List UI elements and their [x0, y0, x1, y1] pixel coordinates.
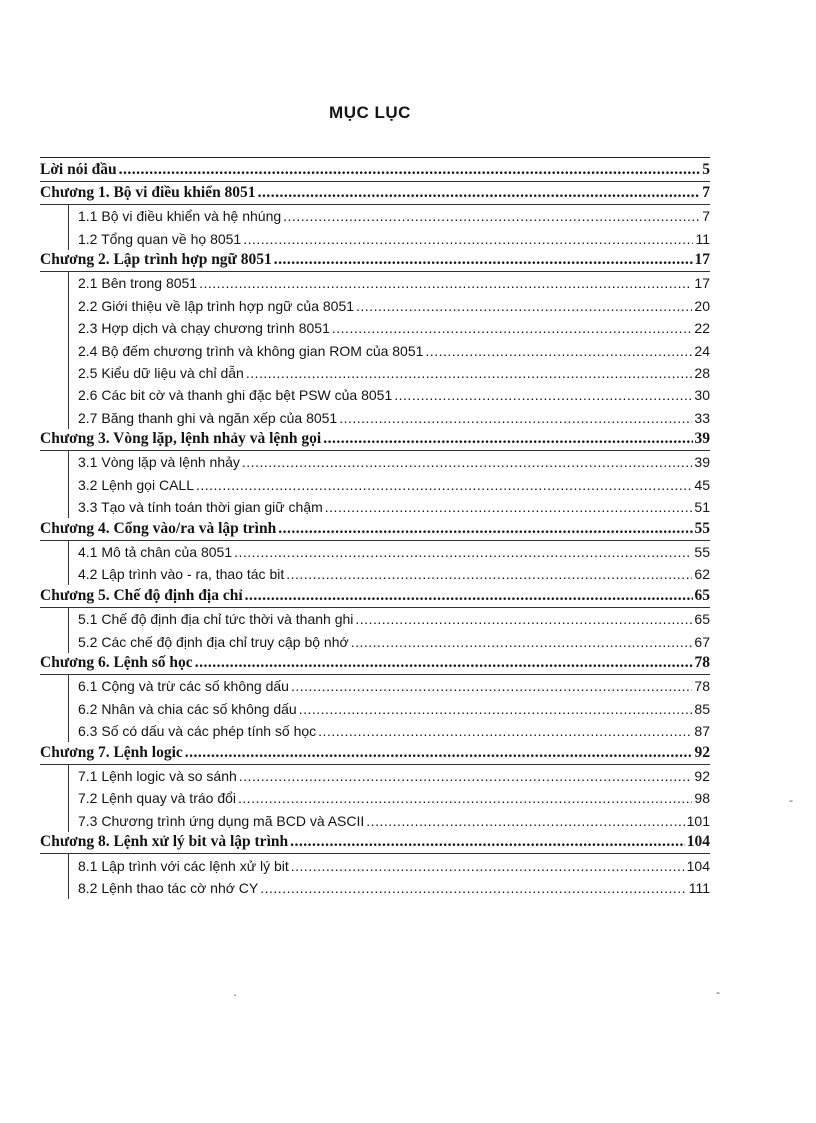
- toc-page-number: 65: [694, 611, 710, 628]
- toc-section-row: [40, 854, 710, 876]
- toc-entry-title: 1.2 Tổng quan về họ 8051: [78, 230, 242, 247]
- toc-entry-title: 2.7 Băng thanh ghi và ngăn xếp của 8051: [78, 409, 338, 426]
- dot-leader: [238, 788, 692, 809]
- dot-leader: [242, 452, 693, 473]
- toc-entry-title: Lời nói đầu: [40, 161, 117, 179]
- dot-leader: [299, 699, 693, 720]
- dot-leader: [196, 475, 692, 496]
- toc-page-number: 65: [694, 586, 710, 604]
- dot-leader: [199, 273, 692, 294]
- dot-leader: [325, 497, 693, 518]
- toc-page-number: 7: [702, 183, 710, 201]
- dot-leader: [290, 832, 685, 853]
- toc-entry-title: 4.2 Lập trình vào - ra, thao tác bit: [78, 566, 285, 583]
- dot-leader: [394, 385, 692, 406]
- toc-page-number: 5: [702, 161, 710, 179]
- toc-page-number: 24: [694, 342, 710, 359]
- toc-entry-title: 4.1 Mô tả chân của 8051: [78, 544, 233, 561]
- dot-leader: [278, 519, 692, 540]
- toc-page-number: 20: [694, 297, 710, 314]
- toc-section-row: [40, 630, 710, 652]
- toc-page-number: 62: [694, 566, 710, 583]
- toc-entry-title: 2.2 Giới thiệu về lập trình hợp ngữ của 8051: [78, 297, 355, 314]
- dot-leader: [239, 766, 693, 787]
- toc-page-number: 17: [694, 250, 710, 268]
- toc-section-row: [40, 227, 710, 249]
- toc-entry-title: 5.1 Chế độ định địa chỉ tức thời và thanh ghi: [78, 611, 354, 628]
- toc-entry-title: 1.1 Bộ vi điều khiển và hệ nhúng: [78, 208, 282, 225]
- toc-page-number: 45: [694, 476, 710, 493]
- toc-page-number: 98: [694, 790, 710, 807]
- toc-section-row: [40, 809, 710, 831]
- dot-leader: [195, 653, 693, 674]
- dot-leader: [119, 160, 701, 181]
- toc-entry-title: Chương 5. Chế độ định địa chỉ: [40, 586, 243, 604]
- toc-section-row: [40, 362, 710, 384]
- toc-section-row: [40, 384, 710, 406]
- dot-leader: [355, 609, 692, 630]
- dot-leader: [332, 318, 693, 339]
- toc-chapter-row: [40, 832, 710, 854]
- toc-section-row: [40, 317, 710, 339]
- toc-section-row: [40, 496, 710, 518]
- toc-section-row: [40, 294, 710, 316]
- scan-speck: -: [789, 793, 793, 807]
- dot-leader: [185, 743, 693, 764]
- scan-speck: ·: [233, 988, 237, 1002]
- toc-entry-title: 2.6 Các bit cờ và thanh ghi đặc bệt PSW của 8051: [78, 387, 393, 404]
- page-title: MỤC LỤC: [329, 103, 411, 122]
- toc-section-row: [40, 541, 710, 563]
- toc-entry-title: 3.1 Vòng lặp và lệnh nhảy: [78, 454, 240, 471]
- toc-page-number: 17: [694, 275, 710, 292]
- dot-leader: [323, 429, 692, 450]
- toc-entry-title: Chương 7. Lệnh logic: [40, 743, 183, 761]
- toc-page-number: 30: [694, 387, 710, 404]
- toc-page-number: 87: [694, 723, 710, 740]
- toc-section-row: [40, 451, 710, 473]
- dot-leader: [286, 564, 692, 585]
- toc-page-number: 55: [694, 544, 710, 561]
- toc-entry-title: Chương 3. Vòng lặp, lệnh nhảy và lệnh gọi: [40, 430, 322, 448]
- toc-entry-title: 7.3 Chương trình ứng dụng mã BCD và ASCII: [78, 812, 365, 829]
- toc-entry-title: 8.2 Lệnh thao tác cờ nhớ CY: [78, 879, 259, 896]
- toc-chapter-row: [40, 653, 710, 675]
- toc-page-number: 78: [694, 678, 710, 695]
- toc-entry-title: Chương 1. Bộ vi điều khiển 8051: [40, 183, 256, 201]
- toc-entry-title: 6.1 Cộng và trừ các số không dấu: [78, 678, 289, 695]
- toc-page-number: 67: [694, 633, 710, 650]
- toc-page-number: 28: [694, 364, 710, 381]
- top-rule: [40, 157, 710, 158]
- toc-page-number: 85: [694, 700, 710, 717]
- toc-chapter-row: [40, 518, 710, 540]
- toc-page-number: 51: [694, 499, 710, 516]
- toc-section-row: [40, 406, 710, 428]
- dot-leader: [339, 408, 692, 429]
- toc-entry-title: 2.5 Kiểu dữ liệu và chỉ dẫn: [78, 364, 244, 381]
- dot-leader: [356, 296, 692, 317]
- toc-entry-title: Chương 8. Lệnh xử lý bit và lập trình: [40, 833, 289, 851]
- dot-leader: [351, 632, 693, 653]
- dot-leader: [246, 363, 693, 384]
- toc-entry-title: Chương 2. Lập trình hợp ngữ 8051: [40, 250, 272, 268]
- dot-leader: [283, 206, 700, 227]
- table-of-contents: [40, 160, 710, 899]
- toc-section-row: [40, 608, 710, 630]
- toc-page-number: 33: [694, 409, 710, 426]
- toc-section-row: [40, 720, 710, 742]
- dot-leader: [274, 250, 693, 271]
- dot-leader: [291, 856, 685, 877]
- toc-page-number: 92: [694, 767, 710, 784]
- dot-leader: [245, 586, 693, 607]
- toc-chapter-row: [40, 250, 710, 272]
- dot-leader: [366, 811, 684, 832]
- toc-section-row: [40, 675, 710, 697]
- toc-section-row: [40, 272, 710, 294]
- dot-leader: [425, 341, 692, 362]
- toc-page-number: 111: [688, 879, 710, 896]
- toc-section-row: [40, 563, 710, 585]
- toc-chapter-row: [40, 585, 710, 607]
- toc-entry-title: Chương 6. Lệnh số học: [40, 653, 193, 671]
- toc-chapter-row: [40, 182, 710, 204]
- toc-page-number: 11: [695, 230, 710, 247]
- toc-section-row: [40, 473, 710, 495]
- toc-entry-title: 2.1 Bên trong 8051: [78, 275, 198, 292]
- toc-page-number: 78: [694, 653, 710, 671]
- toc-section-row: [40, 339, 710, 361]
- dot-leader: [291, 676, 692, 697]
- toc-entry-title: 3.2 Lệnh gọi CALL: [78, 476, 194, 493]
- toc-section-row: [40, 205, 710, 227]
- toc-entry-title: 5.2 Các chế độ định địa chỉ truy cập bộ nhớ: [78, 633, 349, 650]
- toc-section-row: [40, 697, 710, 719]
- toc-chapter-row: [40, 742, 710, 764]
- toc-chapter-row: [40, 429, 710, 451]
- toc-entry-title: Chương 4. Cổng vào/ra và lập trình: [40, 519, 277, 537]
- toc-page-number: 92: [694, 743, 710, 761]
- toc-entry-title: 6.3 Số có dấu và các phép tính số học: [78, 723, 317, 740]
- toc-page-number: 104: [686, 833, 710, 851]
- toc-entry-title: 7.1 Lệnh logic và so sánh: [78, 767, 237, 784]
- toc-page-number: 101: [686, 812, 710, 829]
- toc-chapter-row: [40, 160, 710, 182]
- toc-page-number: 22: [694, 320, 710, 337]
- toc-section-row: [40, 765, 710, 787]
- toc-entry-title: 6.2 Nhân và chia các số không dấu: [78, 700, 297, 717]
- toc-entry-title: 2.3 Hợp dịch và chạy chương trình 8051: [78, 320, 330, 337]
- dot-leader: [318, 721, 692, 742]
- toc-page-number: 39: [694, 430, 710, 448]
- toc-page-number: 7: [702, 208, 710, 225]
- toc-entry-title: 8.1 Lập trình với các lệnh xử lý bit: [78, 857, 289, 874]
- dot-leader: [258, 183, 701, 204]
- toc-page-number: 39: [694, 454, 710, 471]
- toc-page-number: 55: [694, 519, 710, 537]
- scan-speck: -: [716, 985, 720, 999]
- toc-entry-title: 7.2 Lệnh quay và tráo đổi: [78, 790, 237, 807]
- toc-entry-title: 2.4 Bộ đếm chương trình và không gian ROM của 8051: [78, 342, 424, 359]
- toc-page-number: 104: [686, 857, 710, 874]
- dot-leader: [234, 542, 692, 563]
- toc-section-row: [40, 787, 710, 809]
- dot-leader: [260, 878, 686, 899]
- toc-entry-title: 3.3 Tạo và tính toán thời gian giữ chậm: [78, 499, 323, 516]
- dot-leader: [243, 229, 693, 250]
- toc-section-row: [40, 877, 710, 899]
